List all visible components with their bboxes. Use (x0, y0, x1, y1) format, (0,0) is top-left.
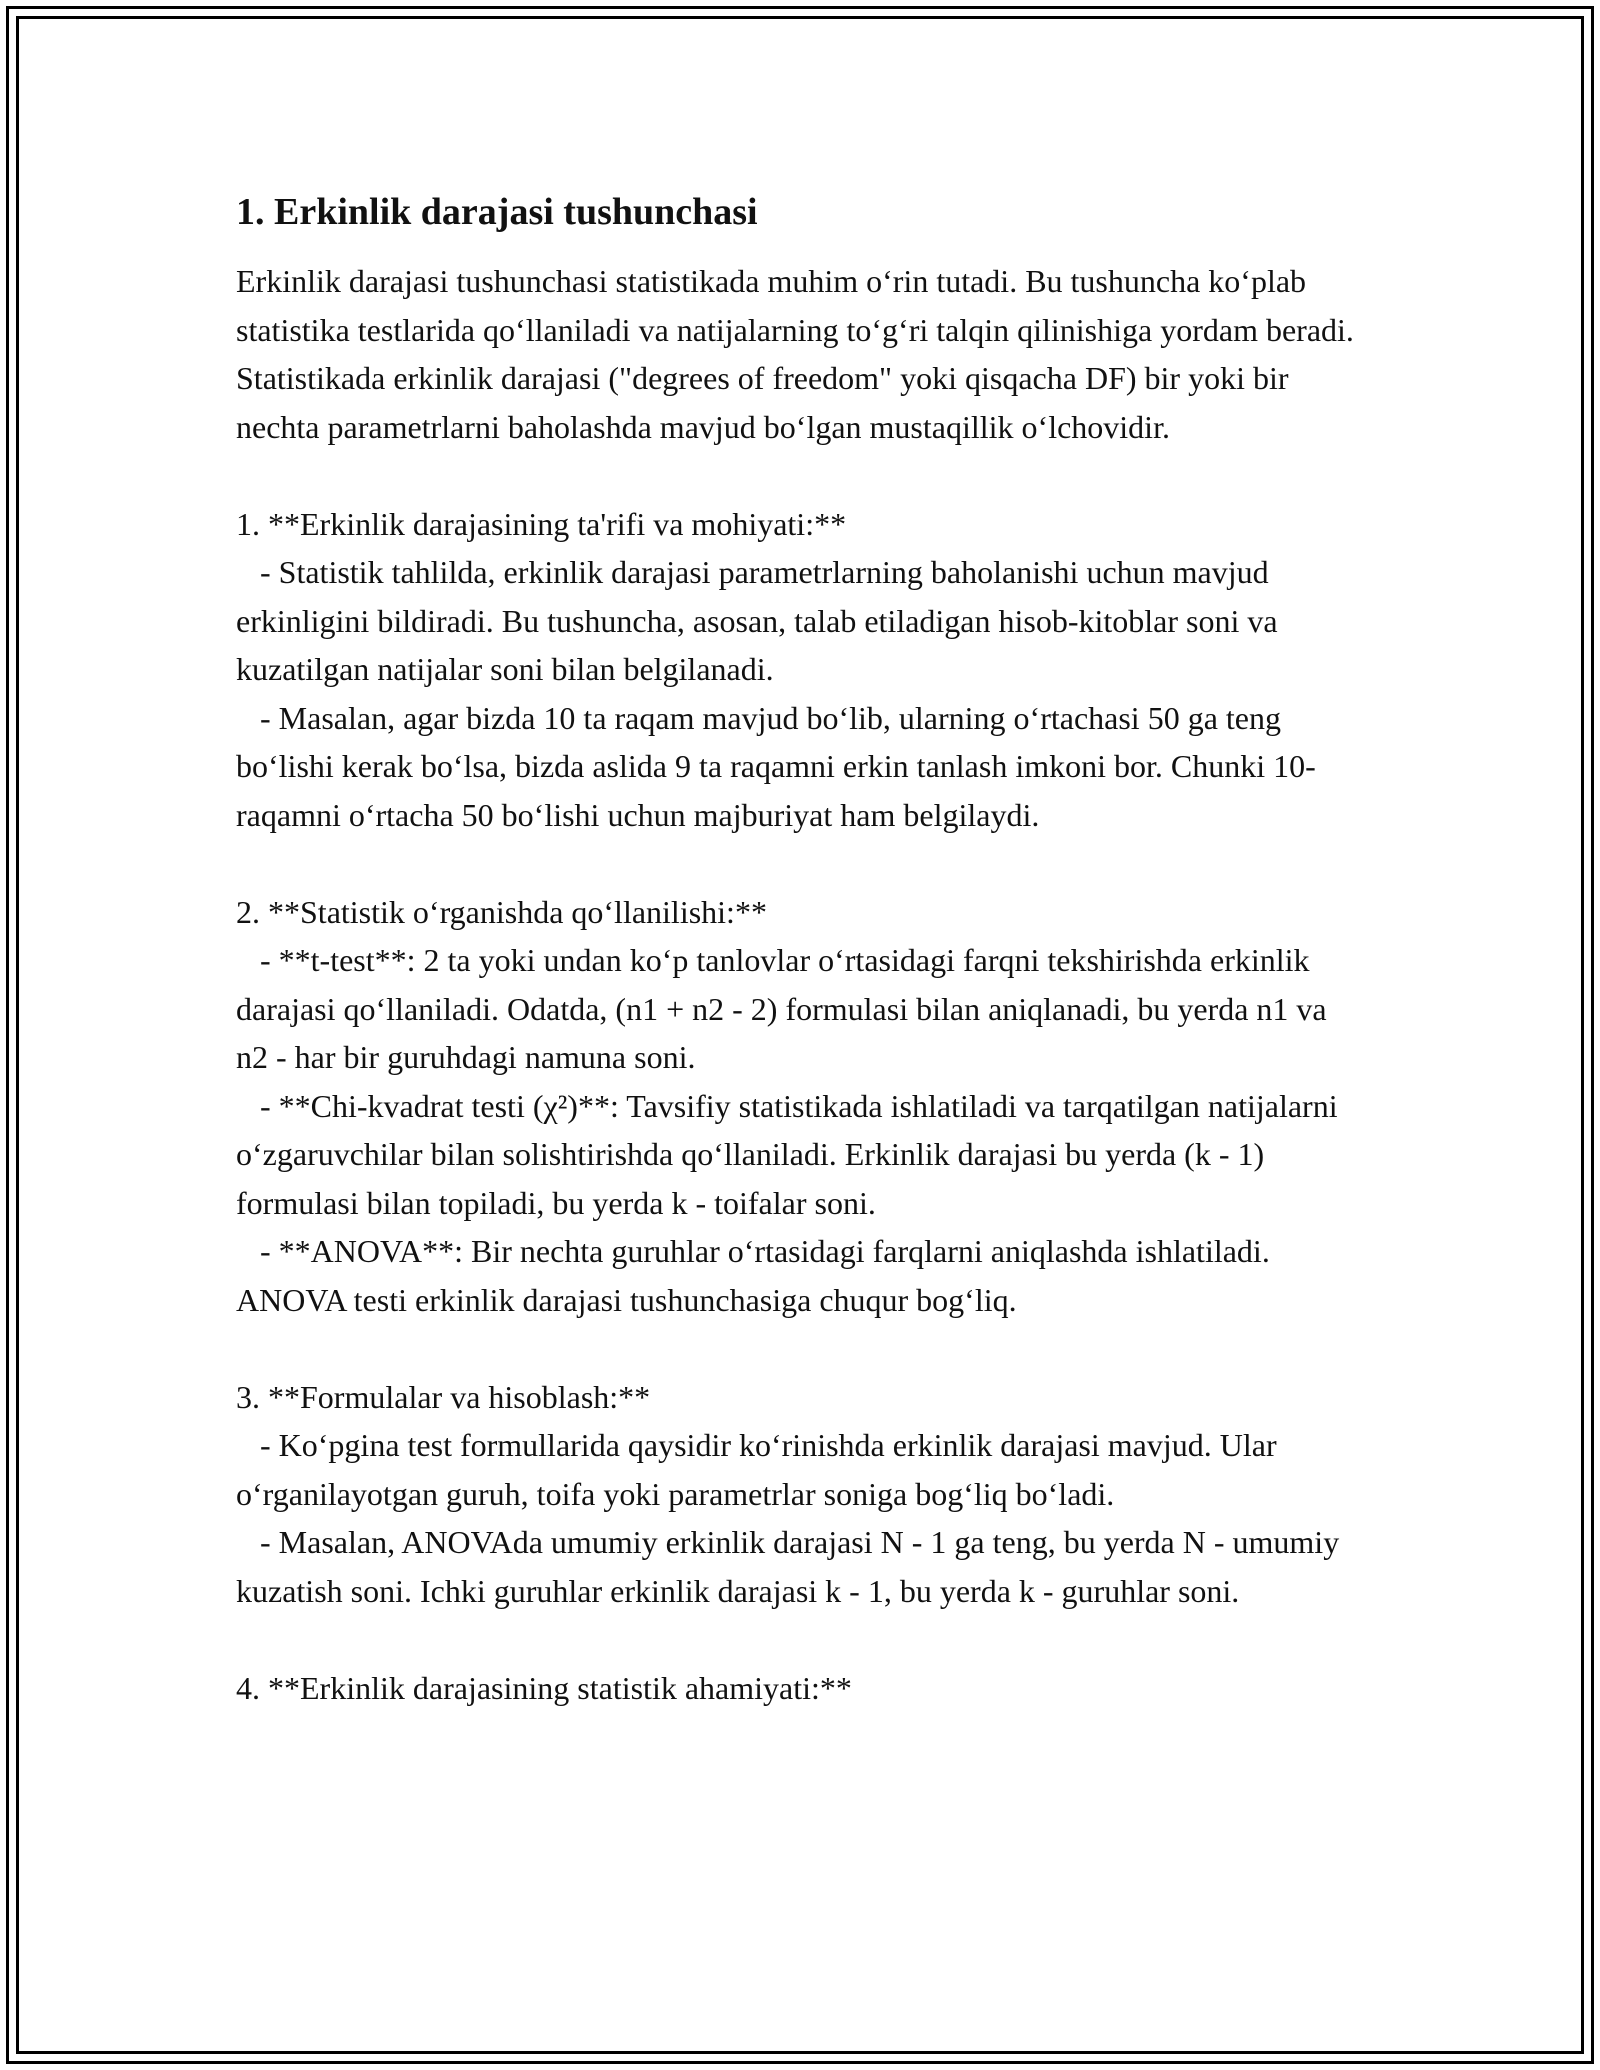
section-2-item: - **t-test**: 2 ta yoki undan ko‘p tanlovlar o‘rtasidagi farqni tekshirishda erkinlik darajasi qo‘llaniladi. Odatda, (n1 + n2 - 2) formulasi bilan aniqlanadi, bu yerda n1 va n2 - har bir guruhdagi namuna soni. (236, 942, 1335, 1075)
section-3-title: 3. **Formulalar va hisoblash:** (236, 1378, 651, 1415)
section-4-title: 4. **Erkinlik darajasining statistik ahamiyati:** (236, 1669, 852, 1706)
document-body (236, 185, 1366, 1712)
section-1-title: 1. **Erkinlik darajasining ta'rifi va mohiyati:** (236, 505, 847, 542)
paragraph-gap (236, 451, 1366, 500)
section-2-item: - **Chi-kvadrat testi (χ²)**: Tavsifiy statistikada ishlatiladi va tarqatilgan natijalarni o‘zgaruvchilar bilan solishtirishda qo‘llaniladi. Erkinlik darajasi bu yerda (k - 1) formulasi bilan topiladi, bu yerda k - toifalar soni. (236, 1087, 1346, 1221)
paragraph-gap (236, 1615, 1366, 1664)
section-3-item: - Ko‘pgina test formullarida qaysidir ko‘rinishda erkinlik darajasi mavjud. Ular o‘rganilayotgan guruh, toifa yoki parametrlar soniga bog‘liq bo‘ladi. (236, 1427, 1285, 1512)
section-1-item: - Statistik tahlilda, erkinlik darajasi parametrlarning baholanishi uchun mavjud erkinligini bildiradi. Bu tushuncha, asosan, talab etiladigan hisob-kitoblar soni va kuzatilgan natijalar soni bilan belgilanadi. (236, 554, 1286, 687)
intro-paragraph: Erkinlik darajasi tushunchasi statistikada muhim o‘rin tutadi. Bu tushuncha ko‘plab statistika testlarida qo‘llaniladi va natijalarning to‘g‘ri talqin qilinishiga yordam beradi. Statistikada erkinlik darajasi ("degrees of freedom" yoki qisqacha DF) bir yoki bir nechta parametrlarni baholashda mavjud bo‘lgan mustaqillik o‘lchovidir. (236, 263, 1362, 445)
section-3-item: - Masalan, ANOVAda umumiy erkinlik darajasi N - 1 ga teng, bu yerda N - umumiy kuzatish soni. Ichki guruhlar erkinlik darajasi k - 1, bu yerda k - guruhlar soni. (236, 1524, 1348, 1609)
section-2-item: - **ANOVA**: Bir nechta guruhlar o‘rtasidagi farqlarni aniqlashda ishlatiladi. ANOVA testi erkinlik darajasi tushunchasiga chuqur bog‘liq. (236, 1233, 1277, 1318)
section-2-title: 2. **Statistik o‘rganishda qo‘llanilishi:** (236, 893, 767, 930)
section-heading: 1. Erkinlik darajasi tushunchasi (236, 191, 758, 233)
paragraph-gap (236, 1324, 1366, 1373)
paragraph-gap (236, 839, 1366, 888)
section-1-item: - Masalan, agar bizda 10 ta raqam mavjud bo‘lib, ularning o‘rtachasi 50 ga teng bo‘lishi kerak bo‘lsa, bizda aslida 9 ta raqamni erkin tanlash imkoni bor. Chunki 10-raqamni o‘rtacha 50 bo‘lishi uchun majburiyat ham belgilaydi. (236, 699, 1316, 833)
